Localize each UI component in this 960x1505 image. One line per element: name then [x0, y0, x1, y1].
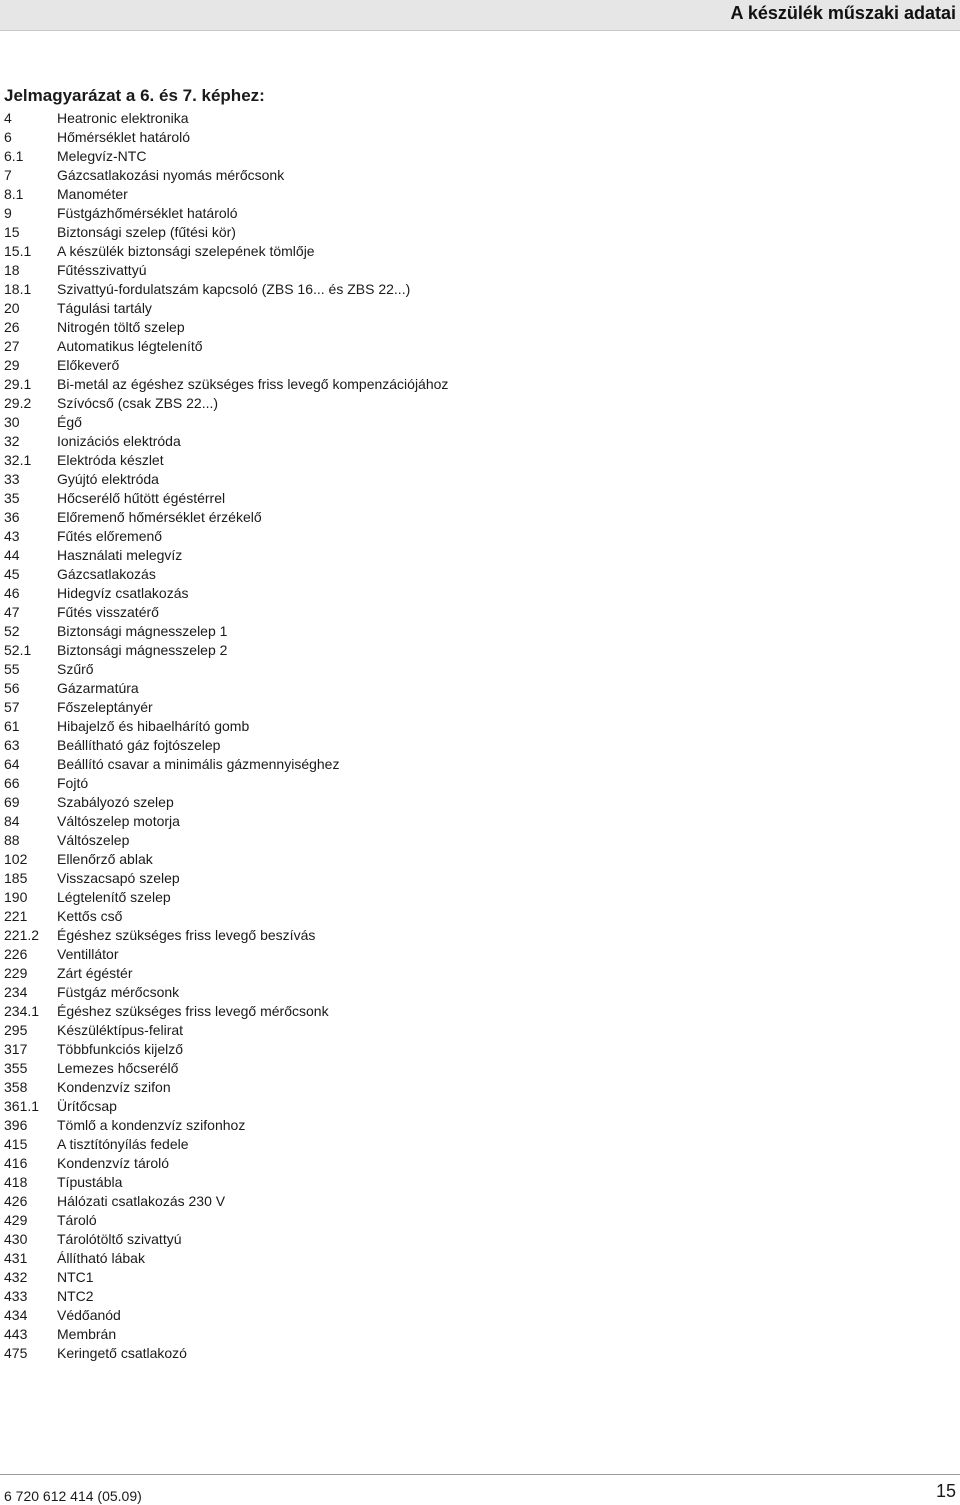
- legend-item-label: Szivattyú-fordulatszám kapcsoló (ZBS 16... és ZBS 22...): [57, 281, 411, 297]
- legend-item-number: 56: [4, 680, 20, 696]
- legend-item-label: Többfunkciós kijelző: [57, 1041, 184, 1057]
- footer-divider: [0, 1474, 960, 1475]
- legend-item-label: Füstgáz mérőcsonk: [57, 984, 180, 1000]
- legend-item: [4, 413, 564, 432]
- legend-item-number: 30: [4, 414, 20, 430]
- legend-item: [4, 470, 564, 489]
- legend-item-number: 295: [4, 1022, 28, 1038]
- legend-item-label: Fűtés előremenő: [57, 528, 163, 544]
- legend-item-number: 35: [4, 490, 20, 506]
- legend-item-number: 6: [4, 129, 12, 145]
- legend-item: [4, 546, 564, 565]
- legend-item-label: Beállítható gáz fojtószelep: [57, 737, 221, 753]
- legend-item: [4, 1135, 564, 1154]
- legend-item: [4, 1325, 564, 1344]
- legend-item-label: Égő: [57, 414, 82, 430]
- legend-item-number: 9: [4, 205, 12, 221]
- legend-item: [4, 1116, 564, 1135]
- legend-item-label: Védőanód: [57, 1307, 121, 1323]
- legend-item: [4, 831, 564, 850]
- legend-item-number: 429: [4, 1212, 28, 1228]
- legend-item-number: 18.1: [4, 281, 32, 297]
- legend-item-number: 415: [4, 1136, 28, 1152]
- legend-item-number: 426: [4, 1193, 28, 1209]
- legend-item-label: Tágulási tartály: [57, 300, 152, 316]
- legend-item-number: 20: [4, 300, 20, 316]
- legend-item-label: Lemezes hőcserélő: [57, 1060, 179, 1076]
- legend-item-label: Bi-metál az égéshez szükséges friss levegő kompenzációjához: [57, 376, 449, 392]
- legend-item-label: Ventillátor: [57, 946, 119, 962]
- legend-item: [4, 261, 564, 280]
- legend-item-label: Használati melegvíz: [57, 547, 183, 563]
- legend-item-number: 361.1: [4, 1098, 40, 1114]
- legend-item: [4, 147, 564, 166]
- legend-item-number: 8.1: [4, 186, 24, 202]
- legend-item-number: 52: [4, 623, 20, 639]
- legend-item: [4, 1097, 564, 1116]
- legend-item-label: Gázcsatlakozási nyomás mérőcsonk: [57, 167, 285, 183]
- legend-item-number: 45: [4, 566, 20, 582]
- legend-item-number: 396: [4, 1117, 28, 1133]
- legend-item-number: 4: [4, 110, 12, 126]
- legend-item: [4, 299, 564, 318]
- legend-item-number: 69: [4, 794, 20, 810]
- legend-item: [4, 508, 564, 527]
- header-bar: [0, 0, 960, 30]
- legend-item: [4, 812, 564, 831]
- legend-item-number: 29.1: [4, 376, 32, 392]
- legend-item-label: NTC1: [57, 1269, 94, 1285]
- legend-item: [4, 185, 564, 204]
- legend-item: [4, 166, 564, 185]
- legend-item: [4, 793, 564, 812]
- legend-item-label: Fűtés visszatérő: [57, 604, 159, 620]
- legend-item: [4, 603, 564, 622]
- legend-item-number: 434: [4, 1307, 28, 1323]
- legend-item: [4, 128, 564, 147]
- legend-item-label: Manométer: [57, 186, 128, 202]
- legend-item: [4, 983, 564, 1002]
- legend-item-number: 234: [4, 984, 28, 1000]
- legend-item-label: Fojtó: [57, 775, 89, 791]
- legend-item-label: Kondenzvíz tároló: [57, 1155, 170, 1171]
- legend-item-number: 221.2: [4, 927, 40, 943]
- legend-item-number: 66: [4, 775, 20, 791]
- legend-item: [4, 1344, 564, 1363]
- legend-item-label: Fűtésszivattyú: [57, 262, 147, 278]
- legend-item: [4, 1173, 564, 1192]
- legend-item-number: 229: [4, 965, 28, 981]
- legend-item-label: Füstgázhőmérséklet határoló: [57, 205, 238, 221]
- document-number: 6 720 612 414 (05.09): [4, 1488, 142, 1504]
- legend-item-number: 57: [4, 699, 20, 715]
- legend-item-number: 63: [4, 737, 20, 753]
- legend-item: [4, 337, 564, 356]
- legend-item: [4, 1268, 564, 1287]
- legend-item: [4, 432, 564, 451]
- legend-item-label: Biztonsági mágnesszelep 1: [57, 623, 228, 639]
- legend-item: [4, 584, 564, 603]
- legend-item: [4, 1249, 564, 1268]
- legend-item-number: 26: [4, 319, 20, 335]
- legend-item-label: Visszacsapó szelep: [57, 870, 180, 886]
- legend-item-number: 226: [4, 946, 28, 962]
- legend-item-label: Gyújtó elektróda: [57, 471, 159, 487]
- legend-item-number: 52.1: [4, 642, 32, 658]
- legend-item-label: NTC2: [57, 1288, 94, 1304]
- legend-item: [4, 755, 564, 774]
- legend-item: [4, 1059, 564, 1078]
- legend-item: [4, 1287, 564, 1306]
- legend-item-label: Előremenő hőmérséklet érzékelő: [57, 509, 262, 525]
- legend-item: [4, 451, 564, 470]
- legend-item: [4, 1230, 564, 1249]
- legend-item-number: 36: [4, 509, 20, 525]
- legend-item: [4, 869, 564, 888]
- legend-item: [4, 318, 564, 337]
- legend-title: Jelmagyarázat a 6. és 7. képhez:: [4, 86, 265, 105]
- legend-item-label: Biztonsági mágnesszelep 2: [57, 642, 228, 658]
- legend-item-number: 431: [4, 1250, 28, 1266]
- legend-item: [4, 109, 564, 128]
- legend-item-number: 416: [4, 1155, 28, 1171]
- legend-item-number: 433: [4, 1288, 28, 1304]
- legend-item: [4, 774, 564, 793]
- legend-item: [4, 223, 564, 242]
- legend-item-label: Zárt égéstér: [57, 965, 133, 981]
- legend-item-label: Szabályozó szelep: [57, 794, 174, 810]
- legend-item-number: 102: [4, 851, 28, 867]
- legend-item-number: 61: [4, 718, 20, 734]
- legend-item-number: 32: [4, 433, 20, 449]
- legend-item-label: Típustábla: [57, 1174, 123, 1190]
- section-title: A készülék műszaki adatai: [730, 3, 956, 23]
- legend-item-number: 47: [4, 604, 20, 620]
- page-number: 15: [935, 1481, 956, 1501]
- legend-item-number: 33: [4, 471, 20, 487]
- legend-item-label: Tárolótöltő szivattyú: [57, 1231, 182, 1247]
- legend-item: [4, 1306, 564, 1325]
- legend-item-label: Hálózati csatlakozás 230 V: [57, 1193, 226, 1209]
- legend-item-number: 358: [4, 1079, 28, 1095]
- legend-item-number: 475: [4, 1345, 28, 1361]
- legend-item-label: Tároló: [57, 1212, 97, 1228]
- legend-item: [4, 717, 564, 736]
- legend-item-number: 43: [4, 528, 20, 544]
- legend-item-number: 27: [4, 338, 20, 354]
- legend-item: [4, 356, 564, 375]
- legend-item-number: 15: [4, 224, 20, 240]
- legend-item-label: Égéshez szükséges friss levegő mérőcsonk: [57, 1003, 329, 1019]
- legend-item-number: 88: [4, 832, 20, 848]
- legend-item-label: Légtelenítő szelep: [57, 889, 171, 905]
- legend-item-number: 443: [4, 1326, 28, 1342]
- legend-item: [4, 964, 564, 983]
- legend-item-number: 15.1: [4, 243, 32, 259]
- legend-item-label: Hibajelző és hibaelhárító gomb: [57, 718, 250, 734]
- legend-item: [4, 1002, 564, 1021]
- legend-item-number: 190: [4, 889, 28, 905]
- legend-item-label: Főszeleptányér: [57, 699, 153, 715]
- legend-item-label: Membrán: [57, 1326, 117, 1342]
- legend-item: [4, 926, 564, 945]
- legend-item-number: 29: [4, 357, 20, 373]
- header-divider: [0, 30, 960, 31]
- legend-item-label: Heatronic elektronika: [57, 110, 189, 126]
- legend-item: [4, 1078, 564, 1097]
- legend-item: [4, 394, 564, 413]
- legend-item: [4, 280, 564, 299]
- legend-item-number: 64: [4, 756, 20, 772]
- legend-item-number: 44: [4, 547, 20, 563]
- legend-item-label: Kettős cső: [57, 908, 123, 924]
- legend-item: [4, 907, 564, 926]
- legend-item-label: Beállító csavar a minimális gázmennyiséghez: [57, 756, 340, 772]
- legend-item-number: 55: [4, 661, 20, 677]
- legend-item-label: Nitrogén töltő szelep: [57, 319, 185, 335]
- legend-item: [4, 242, 564, 261]
- legend-item-label: Szűrő: [57, 661, 94, 677]
- legend-item-label: Váltószelep: [57, 832, 130, 848]
- legend-item-number: 18: [4, 262, 20, 278]
- legend-item-label: Kondenzvíz szifon: [57, 1079, 171, 1095]
- legend-item: [4, 1021, 564, 1040]
- legend-item: [4, 527, 564, 546]
- legend-item: [4, 1154, 564, 1173]
- legend-item-number: 355: [4, 1060, 28, 1076]
- legend-item-label: Automatikus légtelenítő: [57, 338, 203, 354]
- legend-item-label: A tisztítónyílás fedele: [57, 1136, 189, 1152]
- legend-item: [4, 736, 564, 755]
- legend-item-label: Ionizációs elektróda: [57, 433, 181, 449]
- legend-item: [4, 888, 564, 907]
- legend-item-number: 185: [4, 870, 28, 886]
- legend-item-number: 317: [4, 1041, 28, 1057]
- legend-item-number: 430: [4, 1231, 28, 1247]
- legend-item-label: Gázcsatlakozás: [57, 566, 156, 582]
- legend-item-number: 84: [4, 813, 20, 829]
- legend-item-label: Biztonsági szelep (fűtési kör): [57, 224, 236, 240]
- legend-item-number: 432: [4, 1269, 28, 1285]
- legend-item-number: 234.1: [4, 1003, 40, 1019]
- legend-item: [4, 679, 564, 698]
- legend-item-number: 7: [4, 167, 12, 183]
- legend-item-label: Keringető csatlakozó: [57, 1345, 187, 1361]
- legend-item-label: Hőmérséklet határoló: [57, 129, 191, 145]
- legend-item-number: 418: [4, 1174, 28, 1190]
- legend-item: [4, 945, 564, 964]
- legend-item-label: Tömlő a kondenzvíz szifonhoz: [57, 1117, 246, 1133]
- legend-item: [4, 622, 564, 641]
- legend-item: [4, 1211, 564, 1230]
- legend-item-label: A készülék biztonsági szelepének tömlője: [57, 243, 315, 259]
- legend-item-label: Váltószelep motorja: [57, 813, 180, 829]
- legend-item-number: 29.2: [4, 395, 32, 411]
- legend-item: [4, 204, 564, 223]
- legend-item-label: Ürítőcsap: [57, 1098, 117, 1114]
- legend-item: [4, 641, 564, 660]
- legend-item-number: 32.1: [4, 452, 32, 468]
- legend-item: [4, 565, 564, 584]
- legend-item-label: Szívócső (csak ZBS 22...): [57, 395, 219, 411]
- legend-item-label: Állítható lábak: [57, 1250, 145, 1266]
- legend-item: [4, 1040, 564, 1059]
- legend-item-label: Előkeverő: [57, 357, 120, 373]
- legend-item-label: Elektróda készlet: [57, 452, 164, 468]
- legend-item-label: Hidegvíz csatlakozás: [57, 585, 189, 601]
- legend-item: [4, 660, 564, 679]
- legend-list: [4, 109, 564, 1363]
- legend-item: [4, 489, 564, 508]
- legend-item: [4, 1192, 564, 1211]
- legend-item-label: Hőcserélő hűtött égéstérrel: [57, 490, 226, 506]
- legend-item: [4, 698, 564, 717]
- legend-item: [4, 375, 564, 394]
- legend-item-number: 221: [4, 908, 28, 924]
- legend-item-number: 6.1: [4, 148, 24, 164]
- legend-item-label: Melegvíz-NTC: [57, 148, 147, 164]
- legend-item-label: Ellenőrző ablak: [57, 851, 153, 867]
- legend-item-label: Készüléktípus-felirat: [57, 1022, 184, 1038]
- legend-item-number: 46: [4, 585, 20, 601]
- legend-item-label: Égéshez szükséges friss levegő beszívás: [57, 927, 316, 943]
- legend-item: [4, 850, 564, 869]
- legend-item-label: Gázarmatúra: [57, 680, 139, 696]
